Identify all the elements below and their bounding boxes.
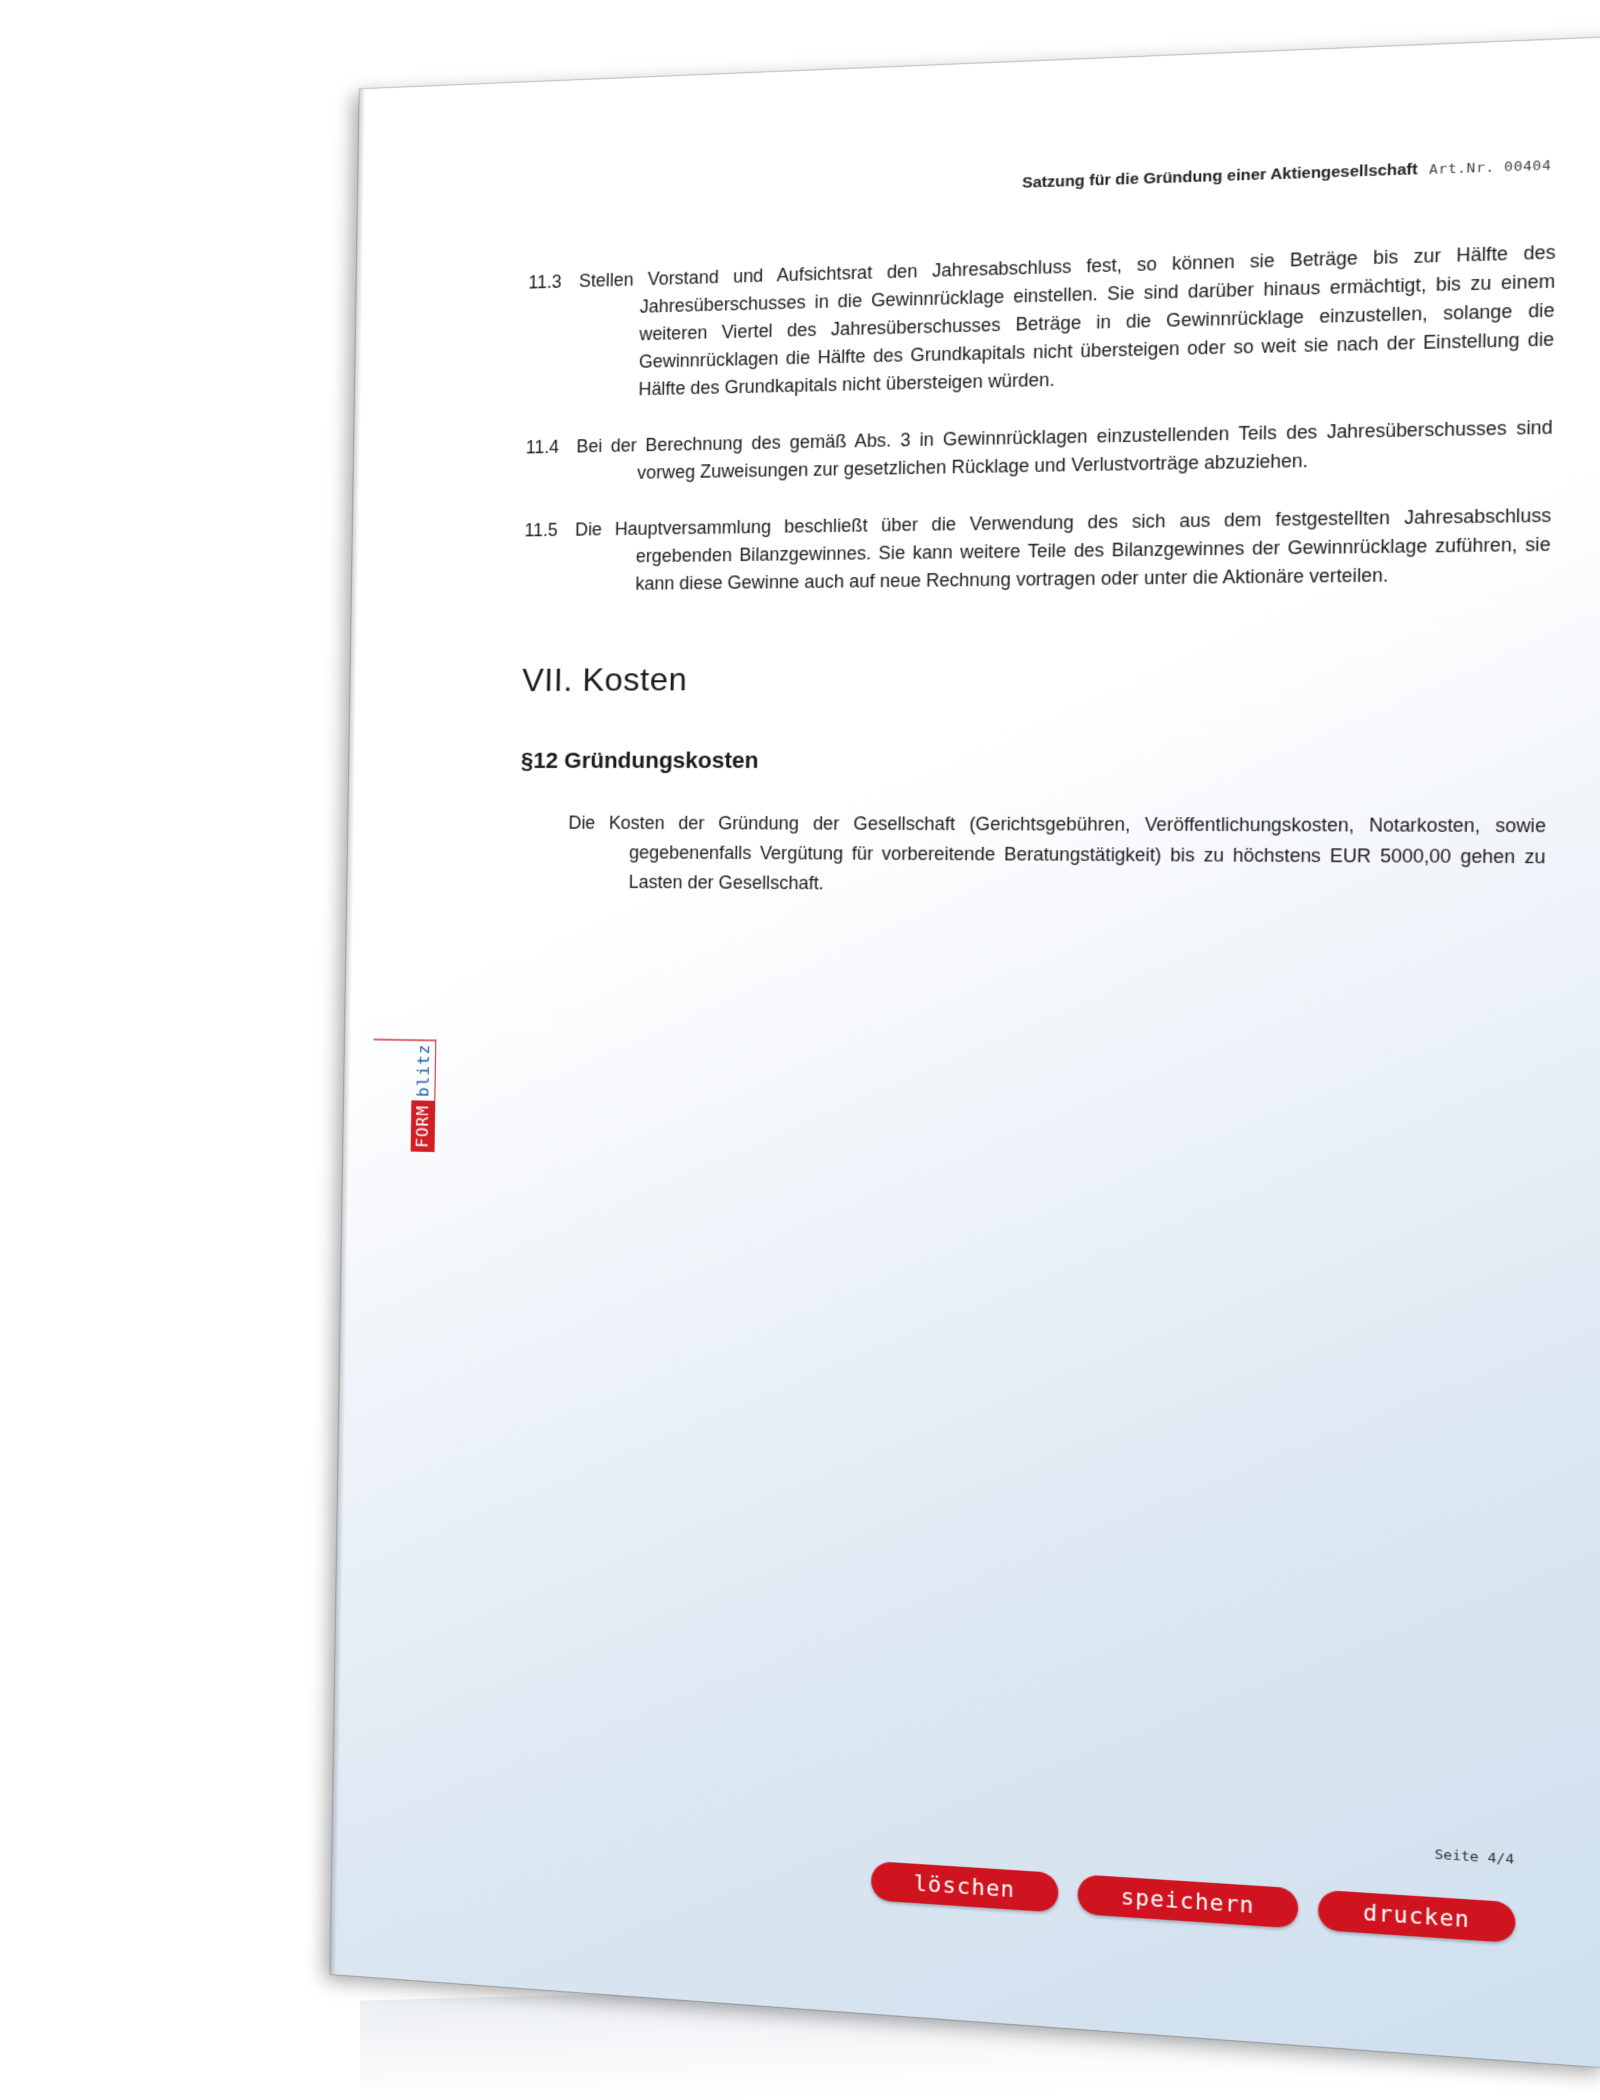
clause-number: 11.5: [524, 519, 558, 541]
logo-form-text: FORM: [411, 1101, 436, 1152]
clause-11-4: [525, 413, 1553, 488]
save-button[interactable]: speichern: [1077, 1874, 1299, 1928]
logo-blitz-text: blitz: [411, 1039, 436, 1101]
paragraph-heading: §12 Gründungskosten: [520, 747, 759, 774]
clause-text: Bei der Berechnung des gemäß Abs. 3 in Gewinnrücklagen einzustellenden Teils des Jahresüberschusses sind vorweg Zuweisungen zur gesetzlichen Rücklage und Verlustvorträge abzuziehen.: [576, 416, 1553, 483]
delete-button[interactable]: löschen: [871, 1861, 1058, 1913]
clause-11-5: [523, 501, 1551, 599]
formblitz-logo: [411, 1039, 437, 1152]
clause-text: Stellen Vorstand und Aufsichtsrat den Jahresabschluss fest, so können sie Beträge bis zur Hälfte des Jahresüberschusses in die Gewinnrücklage einstellen. Sie sind darüber hinaus ermächtigt, bis zu einem weiteren Viertel des Jahresüberschusses Beträge in die Gewinnrücklage einzustellen, solange die Gewinnrücklagen die Hälfte des Grundkapitals nicht übersteigen oder so weit sie nach der Einstellung die Hälfte des Grundkapitals nicht übersteigen würden.: [578, 241, 1556, 400]
clause-number: 11.4: [525, 436, 560, 458]
document-header: [1022, 156, 1552, 192]
clause-number: 11.3: [528, 271, 562, 293]
page-number: Seite 4/4: [1434, 1847, 1515, 1868]
action-buttons: [871, 1861, 1516, 1943]
page-edge-shadow: [330, 89, 365, 1974]
print-button[interactable]: drucken: [1318, 1890, 1515, 1943]
paragraph-text: Die Kosten der Gründung der Gesellschaft (Gerichtsgebühren, Veröffentlichungskosten, Notarkosten, sowie gegebenenfalls Vergütung für vorbereitende Beratungstätigkeit) bis zu höchstens EUR 5000,00 gehen zu Lasten der Gesellschaft.: [568, 812, 1547, 894]
document-page: [330, 36, 1600, 2068]
article-number: Art.Nr. 00404: [1428, 157, 1552, 179]
document-body: [519, 238, 1556, 904]
clause-11-3: [527, 238, 1556, 406]
document-title: Satzung für die Gründung einer Aktiengesellschaft: [1021, 160, 1418, 192]
section-heading: VII. Kosten: [521, 660, 688, 699]
clause-text: Die Hauptversammlung beschließt über die Verwendung des sich aus dem festgestellten Jahresabschluss ergebenden Bilanzgewinnes. Sie kann weitere Teile des Bilanzgewinnes der Gewinnrücklage zuführen, sie kann diese Gewinne auch auf neue Rechnung vortragen oder unter die Aktionäre verteilen.: [575, 504, 1552, 594]
